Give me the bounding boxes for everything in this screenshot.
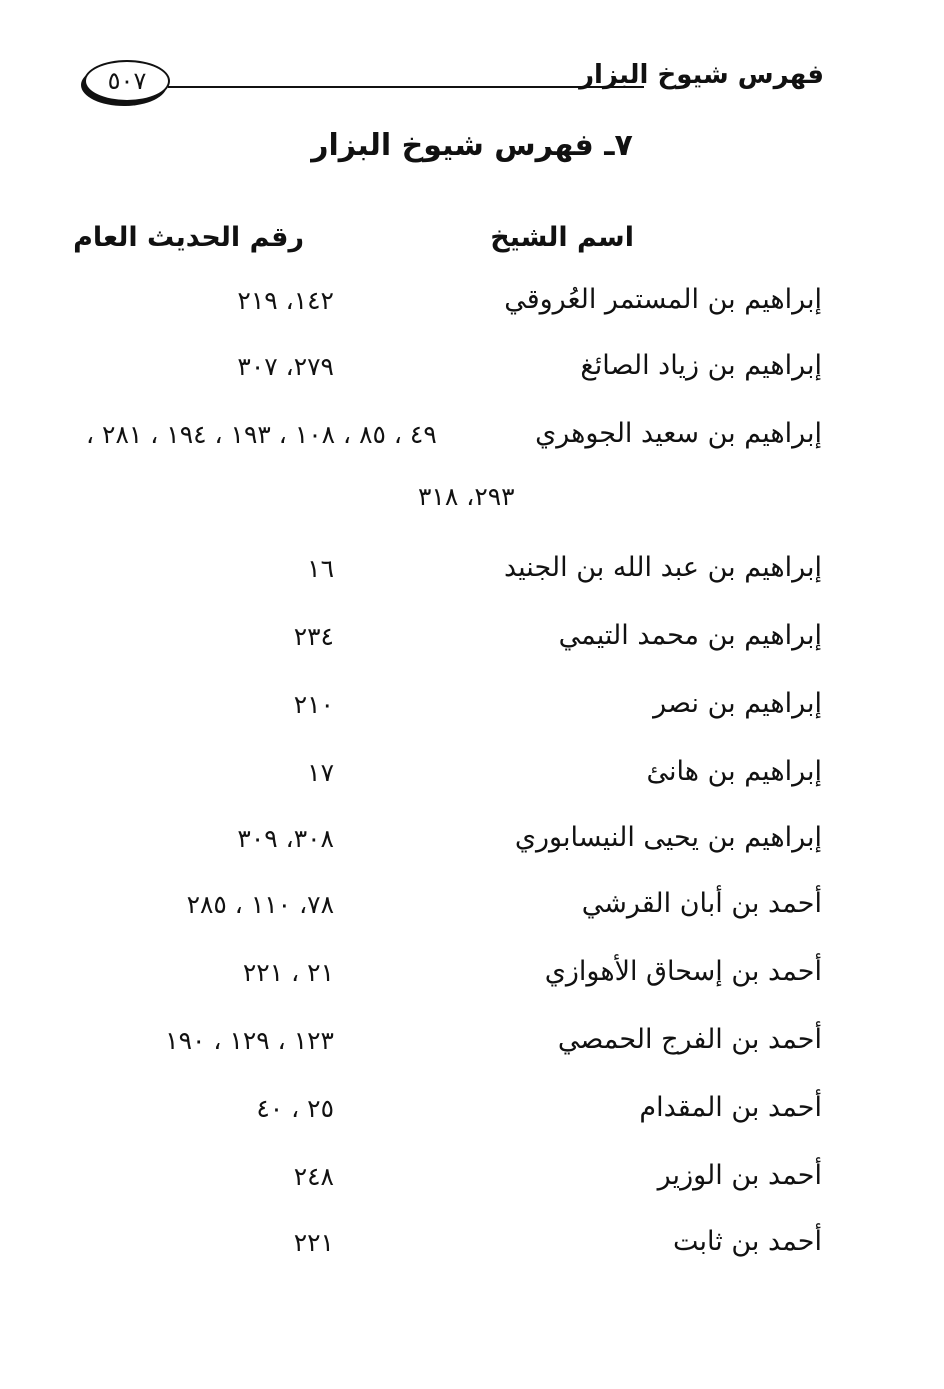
- sheikh-name: إبراهيم بن هانئ: [646, 756, 822, 787]
- column-header-name: اسم الشيخ: [490, 222, 634, 253]
- hadith-refs: ٢٢١: [293, 1228, 334, 1257]
- running-title: فهرس شيوخ البزار: [579, 60, 824, 90]
- index-row: [0, 350, 944, 400]
- sheikh-name: أحمد بن ثابت: [673, 1226, 822, 1257]
- hadith-refs: ٣٠٨، ٣٠٩: [237, 824, 334, 853]
- hadith-refs: ٢٥ ، ٤٠: [256, 1094, 334, 1123]
- column-header-number: رقم الحديث العام: [73, 222, 304, 253]
- hadith-refs: ٢٤٨: [293, 1162, 334, 1191]
- index-row-continuation: [0, 480, 944, 530]
- index-row: [0, 1226, 944, 1276]
- sheikh-name: أحمد بن الوزير: [657, 1160, 822, 1191]
- section-title: ٧ـ فهرس شيوخ البزار: [311, 128, 633, 163]
- index-row: [0, 1160, 944, 1210]
- page-header: [84, 58, 824, 106]
- index-row: [0, 756, 944, 806]
- hadith-refs: ١٦: [307, 554, 334, 583]
- hadith-refs: ٢٧٩، ٣٠٧: [237, 352, 334, 381]
- sheikh-name: إبراهيم بن المستمر العُروقي: [504, 284, 822, 315]
- hadith-refs: ٢٣٤: [293, 622, 334, 651]
- sheikh-name: إبراهيم بن عبد الله بن الجنيد: [503, 552, 822, 583]
- hadith-refs: ٤٩ ، ٨٥ ، ١٠٨ ، ١٩٣ ، ١٩٤ ، ٢٨١ ،: [86, 420, 437, 449]
- hadith-refs: ٢١٠: [293, 690, 334, 719]
- sheikh-name: أحمد بن الفرج الحمصي: [557, 1024, 822, 1055]
- hadith-refs: ٢١ ، ٢٢١: [242, 958, 334, 987]
- index-row: [0, 284, 944, 334]
- sheikh-name: أحمد بن المقدام: [639, 1092, 822, 1123]
- sheikh-name: أحمد بن أبان القرشي: [581, 888, 822, 919]
- sheikh-name: إبراهيم بن زياد الصائغ: [580, 350, 822, 381]
- hadith-refs: ١٧: [307, 758, 334, 787]
- page-number-badge: ٥٠٧: [84, 60, 170, 102]
- index-row: [0, 1024, 944, 1074]
- index-row: [0, 956, 944, 1006]
- sheikh-name: إبراهيم بن نصر: [653, 688, 822, 719]
- index-row: [0, 620, 944, 670]
- hadith-refs: ١٢٣ ، ١٢٩ ، ١٩٠: [165, 1026, 334, 1055]
- hadith-refs: ١٤٢، ٢١٩: [237, 286, 334, 315]
- hadith-refs: ٧٨، ١١٠ ، ٢٨٥: [186, 890, 334, 919]
- sheikh-name: أحمد بن إسحاق الأهوازي: [544, 956, 822, 987]
- header-rule: [168, 86, 644, 88]
- index-row: [0, 888, 944, 938]
- index-row: [0, 552, 944, 602]
- sheikh-name: إبراهيم بن سعيد الجوهري: [535, 418, 822, 449]
- sheikh-name: إبراهيم بن يحيى النيسابوري: [514, 822, 822, 853]
- index-row: [0, 418, 944, 468]
- index-row: [0, 1092, 944, 1142]
- sheikh-name: إبراهيم بن محمد التيمي: [558, 620, 822, 651]
- hadith-refs-continued: ٢٩٣، ٣١٨: [418, 482, 515, 511]
- index-row: [0, 822, 944, 872]
- index-row: [0, 688, 944, 738]
